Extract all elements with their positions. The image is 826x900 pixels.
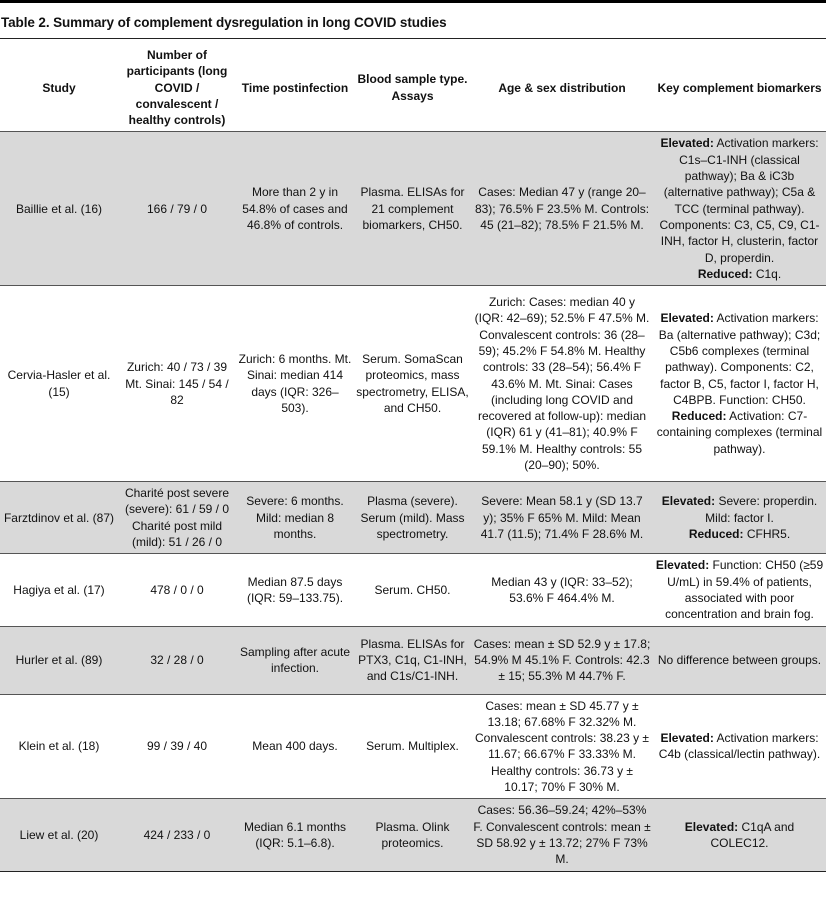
cell-biomarkers xyxy=(653,626,826,694)
biomarker-direction: Reduced: xyxy=(697,266,753,281)
cell-participants: 478 / 0 / 0 xyxy=(118,554,236,626)
table-body xyxy=(0,132,826,871)
cell-study: Hagiya et al. (17) xyxy=(0,554,118,626)
cell-time: More than 2 y in 54.8% of cases and 46.8% of controls. xyxy=(236,132,354,286)
biomarker-entry xyxy=(655,493,824,526)
cell-age-sex: Cases: 56.36–59.24; 42%–53% F. Convalescent controls: mean ± SD 58.92 y ± 13.72; 27% F 73% M. xyxy=(471,799,653,871)
cell-sample: Plasma. ELISAs for PTX3, C1q, C1-INH, and C1s/C1-INH. xyxy=(354,626,471,694)
biomarker-text: Activation markers: Ba (alternative pathway); C3d; C5b6 complexes (terminal pathway). Components: C2, factor B, C5, factor I, factor H, C4BPB. Function: CH50. xyxy=(658,311,821,407)
cell-sample: Serum. CH50. xyxy=(354,554,471,626)
table-caption: Table 2. Summary of complement dysregulation in long COVID studies xyxy=(1,15,447,30)
biomarker-entry xyxy=(655,310,824,408)
cell-sample: Plasma. ELISAs for 21 complement biomarkers, CH50. xyxy=(354,132,471,286)
cell-participants: Zurich: 40 / 73 / 39 Mt. Sinai: 145 / 54 / 82 xyxy=(118,286,236,482)
biomarker-entry xyxy=(655,526,824,542)
biomarker-direction: Elevated: xyxy=(661,494,716,509)
cell-biomarkers xyxy=(653,554,826,626)
biomarker-entry xyxy=(655,135,824,265)
cell-participants: 99 / 39 / 40 xyxy=(118,694,236,799)
biomarker-entry xyxy=(655,266,824,282)
table-row xyxy=(0,799,826,871)
cell-participants: 424 / 233 / 0 xyxy=(118,799,236,871)
biomarker-entry xyxy=(655,819,824,852)
table-row xyxy=(0,132,826,286)
biomarker-text: CFHR5. xyxy=(743,526,791,541)
cell-time: Mean 400 days. xyxy=(236,694,354,799)
biomarker-entry xyxy=(655,408,824,457)
cell-biomarkers xyxy=(653,286,826,482)
cell-biomarkers xyxy=(653,132,826,286)
cell-study: Baillie et al. (16) xyxy=(0,132,118,286)
biomarker-text: C1q. xyxy=(752,266,782,281)
cell-study: Farztdinov et al. (87) xyxy=(0,482,118,554)
cell-age-sex: Cases: mean ± SD 52.9 y ± 17.8; 54.9% M 45.1% F. Controls: 42.3 ± 15; 55.3% M 44.7% F. xyxy=(471,626,653,694)
biomarker-direction: Elevated: xyxy=(660,136,714,151)
cell-age-sex: Severe: Mean 58.1 y (SD 13.7 y); 35% F 65% M. Mild: Mean 41.7 (11.5); 71.4% F 28.6% M. xyxy=(471,482,653,554)
cell-age-sex: Cases: Median 47 y (range 20–83); 76.5% F 23.5% M. Controls: 45 (21–82); 78.5% F 21.5% M. xyxy=(471,132,653,286)
table-row xyxy=(0,554,826,626)
cell-biomarkers xyxy=(653,482,826,554)
header-time: Time postinfection xyxy=(241,80,349,95)
biomarker-direction: Elevated: xyxy=(655,558,710,573)
table-row xyxy=(0,482,826,554)
cell-participants: 32 / 28 / 0 xyxy=(118,626,236,694)
cell-time: Severe: 6 months. Mild: median 8 months. xyxy=(236,482,354,554)
biomarker-direction: Elevated: xyxy=(660,311,714,326)
table-row xyxy=(0,626,826,694)
cell-participants: Charité post severe (severe): 61 / 59 / 0 Charité post mild (mild): 51 / 26 / 0 xyxy=(118,482,236,554)
biomarker-text: C1qA and COLEC12. xyxy=(710,819,795,850)
cell-sample: Plasma. Olink proteomics. xyxy=(354,799,471,871)
header-study: Study xyxy=(42,80,76,95)
cell-age-sex: Zurich: Cases: median 40 y (IQR: 42–69); 52.5% F 47.5% M. Convalescent controls: 36 (28–59); 45.2% F 54.8% M. Healthy controls: 33 (28–54); 56.4% F 43.6% M. Mt. Sinai: Cases (including long COVID and recovered at follow-up): median (IQR) 61 y (41–81); 40.9% F 59.1% M. Healthy controls: 55 (20–90); 50%. xyxy=(471,286,653,482)
header-row xyxy=(0,44,826,132)
biomarker-direction: Reduced: xyxy=(688,526,744,541)
header-sample: Blood sample type. Assays xyxy=(357,72,468,103)
cell-age-sex: Cases: mean ± SD 45.77 y ± 13.18; 67.68% F 32.32% M. Convalescent controls: 38.23 y ± 11.67; 66.67% F 33.33% M. Healthy controls: 36.73 y ± 10.17; 70% F 30% M. xyxy=(471,694,653,799)
biomarker-direction: Elevated: xyxy=(660,731,714,746)
biomarker-text: Activation markers: C1s–C1-INH (classical pathway); Ba & iC3b (alternative pathway); C5a & TCC (terminal pathway). Components: C3, C5, C9, C1-INH, factor H, clusterin, factor D, properdin. xyxy=(659,136,820,265)
cell-time: Median 87.5 days (IQR: 59–133.75). xyxy=(236,554,354,626)
header-age-sex: Age & sex distribution xyxy=(498,80,626,95)
cell-age-sex: Median 43 y (IQR: 33–52); 53.6% F 464.4% M. xyxy=(471,554,653,626)
cell-sample: Plasma (severe). Serum (mild). Mass spectrometry. xyxy=(354,482,471,554)
header-participants: Number of participants (long COVID / convalescent / healthy controls) xyxy=(126,48,228,128)
biomarker-entry xyxy=(655,652,824,668)
biomarker-entry xyxy=(655,730,824,763)
cell-sample: Serum. SomaScan proteomics, mass spectrometry, ELISA, and CH50. xyxy=(354,286,471,482)
biomarker-text: Activation: C7-containing complexes (terminal pathway). xyxy=(656,409,823,456)
complement-summary-table xyxy=(0,44,826,872)
biomarker-text: Severe: properdin. Mild: factor I. xyxy=(705,494,818,525)
cell-study: Klein et al. (18) xyxy=(0,694,118,799)
biomarker-text: No difference between groups. xyxy=(657,652,822,667)
cell-time: Median 6.1 months (IQR: 5.1–6.8). xyxy=(236,799,354,871)
cell-biomarkers xyxy=(653,694,826,799)
header-biomarkers: Key complement biomarkers xyxy=(657,80,822,95)
table-row xyxy=(0,286,826,482)
biomarker-direction: Reduced: xyxy=(671,409,727,424)
cell-study: Hurler et al. (89) xyxy=(0,626,118,694)
biomarker-text: Activation markers: C4b (classical/lectin pathway). xyxy=(658,731,821,762)
cell-time: Zurich: 6 months. Mt. Sinai: median 414 days (IQR: 326–503). xyxy=(236,286,354,482)
cell-sample: Serum. Multiplex. xyxy=(354,694,471,799)
cell-biomarkers xyxy=(653,799,826,871)
top-rule xyxy=(0,0,826,3)
biomarker-entry xyxy=(655,557,824,622)
caption-rule xyxy=(0,38,826,39)
cell-participants: 166 / 79 / 0 xyxy=(118,132,236,286)
biomarker-direction: Elevated: xyxy=(684,819,739,834)
cell-study: Liew et al. (20) xyxy=(0,799,118,871)
table-row xyxy=(0,694,826,799)
cell-study: Cervia-Hasler et al. (15) xyxy=(0,286,118,482)
cell-time: Sampling after acute infection. xyxy=(236,626,354,694)
biomarker-text: Function: CH50 (≥59 U/mL) in 59.4% of patients, associated with poor concentration and brain fog. xyxy=(665,558,824,622)
